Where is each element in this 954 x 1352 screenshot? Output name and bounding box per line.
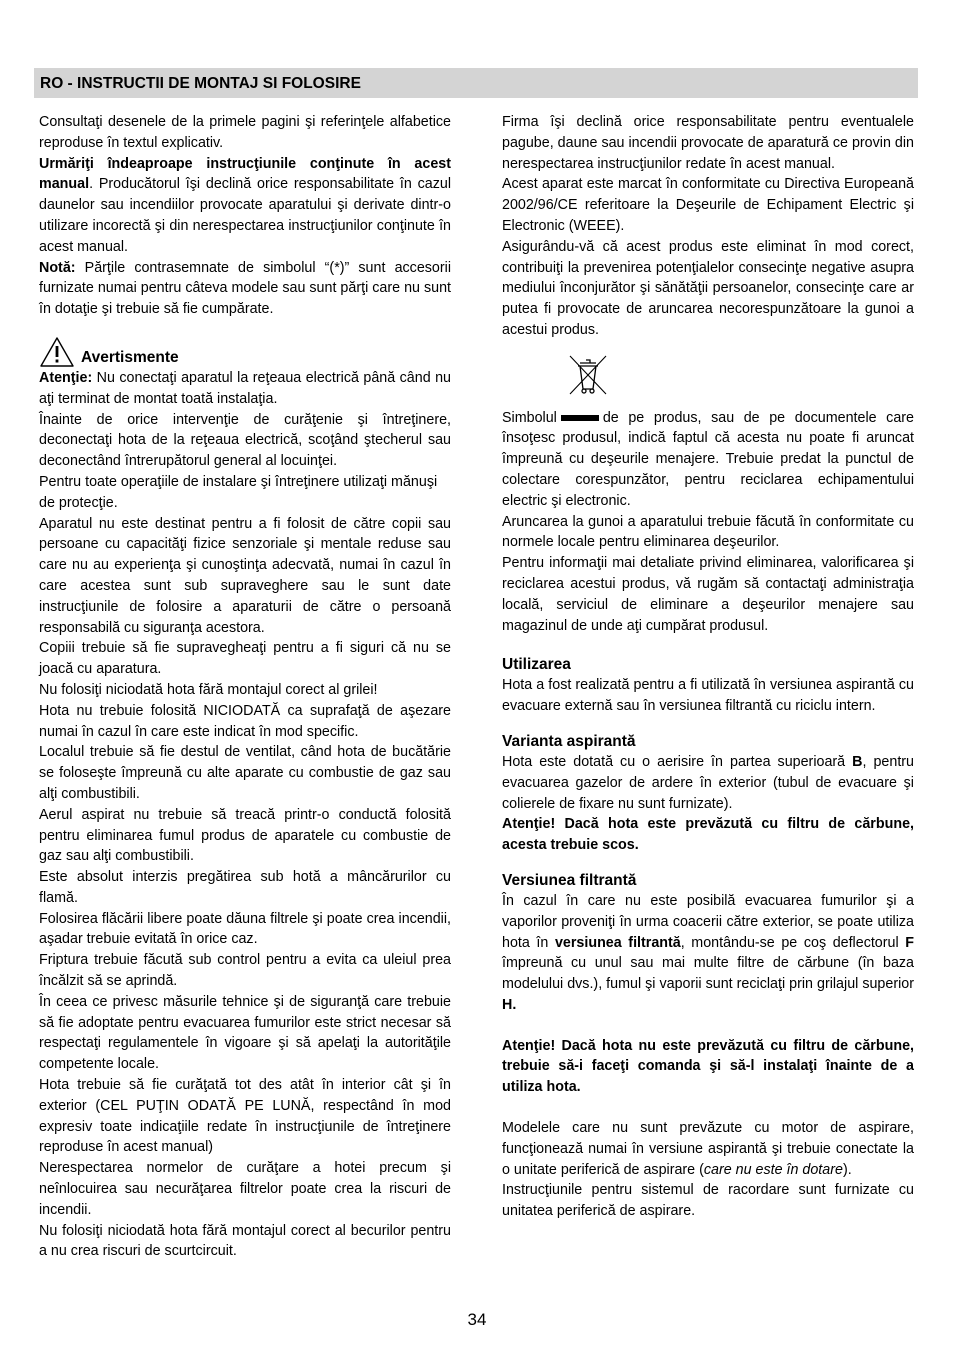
warning-item: Nu folosiţi niciodată hota fără montajul corect al becurilor pentru a nu crea riscuri de scurtcircuit.	[39, 1222, 451, 1260]
filtering-ref-f: F	[905, 934, 914, 951]
warning-item: Este absolut interzis pregătirea sub hotă a mâncărurilor cu flamă.	[39, 869, 451, 906]
usage-title: Utilizarea	[502, 656, 571, 674]
aspirating-text-a: Hota este dotată cu o aerisire în partea superioară	[502, 753, 853, 770]
header-bar	[34, 68, 918, 98]
page-number: 34	[467, 1310, 487, 1329]
warnings-heading	[39, 336, 451, 368]
filtering-warning-text: Atenţie! Dacă hota nu este prevăzută cu filtru de cărbune, trebuie să-i faceţi comanda şi să-l instalaţi înainte de a utiliza hota.	[502, 1037, 914, 1096]
note-paragraph	[39, 258, 451, 320]
warning-item: Copiii trebuie să fie supravegheaţi pentru a fi siguri că nu se joacă cu aparatura.	[39, 640, 451, 678]
aspirating-ref-b: B	[852, 753, 863, 770]
attention-text: Nu conectaţi aparatul la reţeaua electrică până când nu aţi terminat de montat toată instalaţia.	[39, 369, 451, 407]
right-column	[502, 112, 914, 1222]
left-column	[39, 112, 451, 1262]
warning-item: Pentru toate operaţiile de instalare şi întreţinere utilizaţi mănuşi de protecţie.	[39, 473, 438, 511]
warning-item: Nerespectarea normelor de curăţare a hotei precum şi neînlocuirea sau necurăţarea filtrelor poate crea la riscuri de incendii.	[39, 1160, 451, 1218]
models-italic: care nu este în dotare	[703, 1161, 843, 1178]
spacer	[502, 1098, 914, 1118]
warning-item: Înainte de orice intervenţie de curăţenie şi întreţinere, deconectaţi hota de la reţeaua electrică, scoţând ştecherul sau deconectând întrerupătorul general al locuinţei.	[39, 411, 451, 470]
models-text-a: Modelele care nu sunt prevăzute cu motor de aspirare, funcţionează numai în versiune aspirantă şi trebuie conectate la o unitate periferică de aspirare (	[502, 1120, 914, 1178]
warning-triangle-icon	[39, 336, 75, 368]
warning-item: Aparatul nu este destinat pentru a fi folosit de către copii sau persoane cu capacităţi fizice senzoriale şi mentale reduse sau care nu au experienţa şi cunoştinţa adecvată, numai în cazul în care acestea sunt sub supraveghere sau le sunt date instrucţiunile de folosire a aparaturii de către o persoană responsabilă cu siguranţa acestora.	[39, 515, 451, 636]
disclaimer-paragraph: Firma îşi declină orice responsabilitate pentru eventualele pagube, daune sau incendii provocate de aparatură ce provin din nerespectarea instrucţiunilor redate în acest manual.	[502, 114, 914, 172]
warning-item: Hota trebuie să fie curăţată tot des atât în interior cât şi în exterior (CEL PUŢIN ODATĂ PE LUNĂ, respectând în mod expresiv toate indicaţiile redate în instrucţiunile de întreţinere reproduse în acest manual)	[39, 1077, 451, 1156]
spacer	[502, 1016, 914, 1036]
warning-item: Folosirea flăcării libere poate dăuna filtrele şi poate crea incendii, aşadar trebuie evitată în orice caz.	[39, 910, 451, 948]
warning-item: Aerul aspirat nu trebuie să treacă printr-o conductă folosită pentru eliminarea fumul produs de aparatele cu combustie de gaz sau alţi combustibili.	[39, 806, 451, 865]
filtering-warning	[502, 1036, 914, 1098]
symbol-paragraph	[502, 408, 914, 512]
attention-label: Atenţie:	[39, 369, 93, 386]
aspirating-text	[502, 752, 914, 814]
filtering-text-a: În cazul în care nu este posibilă evacuarea fumurilor şi a vaporilor proveniţi în urma coacerii către exterior, se poate utiliza hota în	[502, 892, 914, 951]
weee-directive-paragraph: Acest aparat este marcat în conformitate cu Directiva Europeană 2002/96/CE referitoare la Deşeurile de Echipament Electric şi Electronic (WEEE).	[502, 176, 914, 234]
black-bar-icon	[561, 415, 599, 421]
filtering-text	[502, 891, 914, 1016]
connection-paragraph: Instrucţiunile pentru sistemul de racordare sunt furnizate cu unitatea periferică de aspirare.	[502, 1182, 914, 1220]
filtering-bold-version: versiunea filtrantă	[554, 934, 681, 951]
intro-paragraph: Consultaţi desenele de la primele pagini şi referinţele alfabetice reproduse în textul explicativ.	[39, 114, 451, 151]
note-text: Părţile contrasemnate de simbolul “(*)” sunt accesorii furnizate numai pentru câteva modele sau sunt părţi care nu sunt în dotaţie şi trebuie să fie cumpărate.	[39, 259, 451, 318]
filtering-title: Versiunea filtrantă	[502, 871, 637, 889]
filtering-ref-h: H.	[502, 996, 517, 1013]
page-title: RO - INSTRUCTII DE MONTAJ SI FOLOSIRE	[40, 75, 361, 92]
follow-instructions-text: . Producătorul îşi declină orice responsabilitate în cazul daunelor sau incendiilor provocate aparatului şi derivate dintr-o utilizare incorectă şi din nerespectarea instrucţiunilor conţinute în acest manual.	[39, 176, 451, 255]
follow-instructions-paragraph	[39, 154, 451, 258]
aspirating-text-b: , pentru evacuarea gazelor de ardere în exterior (tubul de evacuare şi colierele de fixare nu sunt furnizate).	[502, 753, 915, 812]
warning-item: Nu folosiţi niciodată hota fără montajul corect al grilei!	[39, 681, 378, 698]
aspirating-warning	[502, 814, 914, 856]
local-rules-paragraph: Aruncarea la gunoi a aparatului trebuie făcută în conformitate cu normele locale pentru eliminarea deşeurilor.	[502, 513, 914, 551]
crossed-bin-icon	[566, 353, 610, 397]
aspirating-title: Varianta aspirantă	[502, 732, 636, 750]
warning-item: În ceea ce privesc măsurile tehnice şi de siguranţă care trebuie să fie adoptate pentru evacuarea fumurilor este strict necesar să respectaţi regulamentele în vigoare şi să apelaţi la autorităţile competente locale.	[39, 993, 451, 1073]
filtering-text-c: împreună cu unul sau mai multe filtre de cărbune (în baza modelului dvs.), fumul şi vaporii sunt reciclaţi prin grilajul superior	[502, 955, 914, 993]
aspirating-warning-text: Atenţie! Dacă hota este prevăzută cu filtru de cărbune, acesta trebuie scos.	[502, 816, 914, 854]
disposal-paragraph: Asigurându-vă că acest produs este eliminat în mod corect, contribuiţi la prevenirea potenţialelor consecinţe negative asupra mediului înconjurător şi sănătăţii persoanelor, consecinţe care ar putea fi provocate de aruncarea necorespunzătoare la gunoi a acestui produs.	[502, 238, 914, 338]
follow-instructions-bold: Urmăriţi îndeaproape instrucţiunile conţinute în acest manual	[39, 155, 451, 193]
warning-item: Hota nu trebuie folosită NICIODATĂ ca suprafaţă de aşezare numai în cazul în care este indicat în mod specific.	[39, 702, 451, 740]
warning-item: Localul trebuie să fie destul de ventilat, când hota de bucătărie se foloseşte împreună cu alte aparate cu combustie de gaz sau alţi combustibili.	[39, 744, 451, 802]
filtering-text-b: , montându-se pe coş deflectorul	[680, 934, 906, 951]
warnings-title: Avertismente	[81, 348, 179, 366]
models-paragraph	[502, 1118, 914, 1180]
symbol-text: de pe produs, sau de pe documentele care însoţesc produsul, indică faptul că acesta nu poate fi aruncat împreună cu deşeurile menajere. Trebuie predat la punctul de colectare corespunzător, pentru reciclarea echipamentului electric şi electronic.	[502, 409, 914, 509]
models-text-b: ).	[842, 1161, 852, 1178]
more-info-paragraph: Pentru informaţii mai detaliate privind eliminarea, valorificarea şi reciclarea acestui produs, vă rugăm să contactaţi administraţia locală, serviciul de eliminare a deşeurilor menajere sau magazinul de unde aţi cumpărat produsul.	[502, 555, 914, 634]
note-label: Notă:	[39, 259, 76, 276]
symbol-label: Simbolul	[502, 409, 557, 426]
warning-attention	[39, 368, 451, 410]
warning-item: Friptura trebuie făcută sub control pentru a evita ca uleiul prea încălzit să se aprindă.	[39, 952, 451, 990]
usage-text: Hota a fost realizată pentru a fi utilizată în versiunea aspirantă cu evacuare externă sau în versiunea filtrantă cu riciclu intern.	[502, 677, 914, 715]
